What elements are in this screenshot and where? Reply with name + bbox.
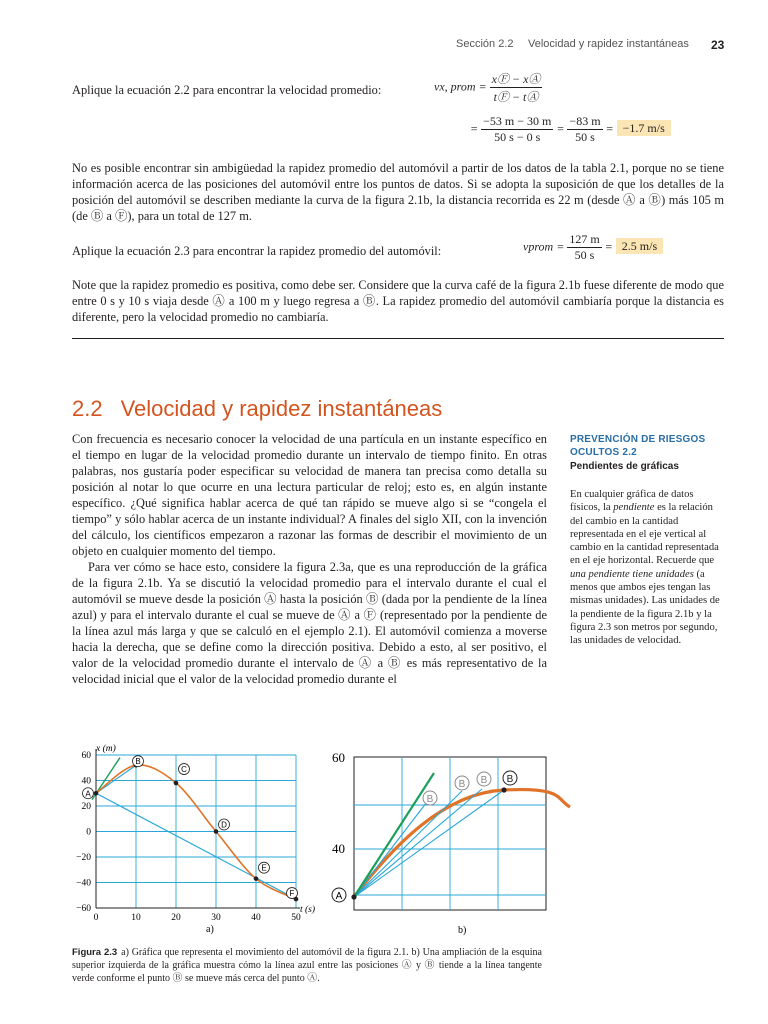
main-paragraph-2: Para ver cómo se hace esto, considere la figura 2.3a, que es una reproducción de la gráfica de la figura 2.1b. Ya se discutió la velocidad promedio para el intervalo durante el cual el automóvil se mueve desde la posición Ⓐ hasta la posición Ⓑ (dada por la pendiente de la línea azul) y para el intervalo durante el cual se mueve de Ⓐ a Ⓕ (representado por la pendiente de la línea azul más larga y que se calculó en el ejemplo 2.1). El automóvil comienza a moverse hacia la derecha, que se define como la dirección positiva. Debido a esto, al ser positivo, el valor de la velocidad promedio durante el intervalo de Ⓐ a Ⓑ es más representativo de la velocidad inicial que el valor de la velocidad promedio durante el bbox=[72, 560, 547, 686]
eq2-fraction bbox=[567, 232, 601, 263]
zoom-point-label-B: B bbox=[480, 775, 488, 786]
point-E bbox=[254, 876, 259, 881]
eq1-frac-num: xⒻ − xⒶ bbox=[491, 72, 541, 86]
eq1-step3-num: −83 m bbox=[569, 114, 601, 128]
main-paragraph-1: Con frecuencia es necesario conocer la velocidad de una partícula en un instante específico en el tiempo en lugar de la velocidad promedio durante un intervalo de tiempo finito. En otras palabras, nos gustaría poder especificar su velocidad de manera tan precisa como detalla su posición al notar lo que ocurre en una lectura particular de reloj; esto es, en algún instante específico. ¿Qué significa hablar acerca de qué tan rápido se mueve algo si se “congela el tiempo” y sólo hablar acerca de un instante individual? A finales del siglo XII, con la invención del cálculo, los científicos empezaron a razonar las formas de describir el movimiento de un objeto en cualquier momento del tiempo. bbox=[72, 432, 547, 558]
sidebar-body bbox=[570, 488, 724, 648]
eq2-line: vprom = $\frac{127 m}{50 s}$ = 2.5 m/s bbox=[523, 232, 663, 263]
y-tick-label: 0 bbox=[86, 827, 91, 838]
figure-b-tick-40: 40 bbox=[332, 841, 345, 856]
eq1-result: −1.7 m/s bbox=[617, 120, 671, 136]
eq1-intro: Aplique la ecuación 2.2 para encontrar la velocidad promedio: bbox=[72, 83, 382, 97]
eq1-step3 bbox=[567, 114, 602, 145]
eq1-step2 bbox=[481, 114, 553, 145]
eq2-result: 2.5 m/s bbox=[616, 238, 663, 254]
figure-b-lines bbox=[354, 773, 570, 897]
y-tick-label: −20 bbox=[76, 853, 91, 863]
paragraph-distance: No es posible encontrar sin ambigüedad la rapidez promedio del automóvil a partir de los datos de la tabla 2.1, porque no se tiene información acerca de las posiciones del automóvil entre los puntos de datos. Si se adopta la suposición de que los detalles de la posición del automóvil se describen mediante la curva de la figura 2.1b, la distancia recorrida es 22 m (desde Ⓐ a Ⓑ) más 105 m (de Ⓑ a Ⓕ), para un total de 127 m. bbox=[72, 161, 724, 223]
zoom-point-label-B: B bbox=[458, 779, 466, 790]
zoom-point-A bbox=[351, 894, 356, 899]
header-section: Sección 2.2 bbox=[456, 38, 514, 50]
secant-line bbox=[354, 790, 504, 897]
sidebar-subtitle: Pendientes de gráficas bbox=[570, 461, 679, 472]
section-heading bbox=[72, 396, 442, 422]
sidebar-pitfall bbox=[570, 433, 720, 472]
x-tick-label: 20 bbox=[171, 913, 181, 923]
figure-b-sublabel: b) bbox=[458, 925, 467, 936]
y-tick-label: −60 bbox=[76, 904, 91, 914]
x-tick-label: 30 bbox=[211, 913, 221, 923]
eq1-line2: = $\frac{-53 m - 30 m}{50 s - 0 s}$ = $\frac{-83 m}{50 s}$ = −1.7 m/s bbox=[470, 114, 671, 145]
y-tick-label: 60 bbox=[81, 751, 91, 761]
x-tick-label: 0 bbox=[93, 913, 99, 923]
point-A bbox=[94, 791, 99, 796]
eq1-step2-den: 50 s − 0 s bbox=[494, 130, 541, 144]
secant-line bbox=[354, 791, 462, 897]
sidebar-text-c: (a menos que ambos ejes tengan las mismas unidades). Las unidades de la pendiente de la figura 2.1b y la figura 2.3 son metros por segundo, las unidades de velocidad. bbox=[570, 568, 720, 647]
main-text bbox=[72, 431, 547, 687]
eq2-lhs: vprom = bbox=[523, 239, 565, 254]
sidebar-text-a: En cualquier gráfica de datos físicos, la bbox=[570, 489, 694, 514]
position-curve bbox=[96, 765, 296, 899]
sidebar-emphasis-1: pendiente bbox=[613, 502, 655, 514]
page-number: 23 bbox=[711, 38, 725, 52]
eq2-den: 50 s bbox=[574, 248, 595, 262]
section-number: 2.2 bbox=[72, 396, 103, 421]
figure-2-3b-chart bbox=[328, 745, 578, 937]
x-tick-label: 50 bbox=[291, 913, 301, 923]
point-label-B: B bbox=[135, 757, 141, 767]
section-title: Velocidad y rapidez instantáneas bbox=[120, 396, 443, 421]
figure-caption bbox=[72, 946, 542, 985]
eq1-line1 bbox=[434, 70, 542, 105]
secant-A-F bbox=[96, 793, 296, 899]
point-label-D: D bbox=[221, 820, 227, 830]
paragraph-note: Note que la rapidez promedio es positiva, como debe ser. Considere que la curva café de la figura 2.1b fuese diferente de modo que entre 0 s y 10 s viaja desde Ⓐ a 100 m y luego regresa a Ⓑ. La rapidez promedio del automóvil cambiaría porque la distancia es diferente, pero la velocidad promedio no cambiaría. bbox=[72, 278, 724, 324]
eq2-num: 127 m bbox=[569, 232, 600, 246]
y-tick-label: 20 bbox=[81, 802, 91, 812]
figure-a-y-label: x (m) bbox=[96, 744, 116, 754]
secant-line bbox=[354, 798, 430, 897]
eq1-fraction bbox=[490, 70, 543, 105]
sidebar-heading-2: OCULTOS 2.2 bbox=[570, 447, 637, 458]
x-tick-label: 40 bbox=[251, 913, 261, 923]
point-D bbox=[214, 829, 219, 834]
point-label-A: A bbox=[85, 789, 91, 799]
figure-a-x-label: t (s) bbox=[300, 905, 316, 915]
zoom-point-label-B: B bbox=[426, 794, 434, 805]
tangent-line bbox=[354, 773, 434, 897]
y-tick-label: −40 bbox=[76, 878, 91, 889]
caption-text: a) Gráfica que representa el movimiento del automóvil de la figura 2.1. b) Una ampliación de la esquina superior izquierda de la gráfica muestra cómo la línea azul entre las posiciones Ⓐ y Ⓑ tiende a la línea tangente verde conforme el punto Ⓑ se mueve más cerca del punto Ⓐ. bbox=[72, 947, 542, 984]
eq1-frac-den: tⒻ − tⒶ bbox=[493, 90, 539, 104]
figure-b-tick-60: 60 bbox=[332, 750, 345, 765]
zoom-point-label-A: A bbox=[335, 891, 343, 902]
zoom-point-B bbox=[501, 787, 506, 792]
running-header bbox=[0, 38, 768, 54]
sidebar-heading-1: PREVENCIÓN DE RIESGOS bbox=[570, 434, 706, 445]
figure-2-3a-chart bbox=[60, 740, 316, 940]
sidebar-emphasis-2: una pendiente tiene unidades bbox=[570, 568, 694, 580]
header-title: Velocidad y rapidez instantáneas bbox=[528, 38, 689, 50]
figure-a-ticks bbox=[76, 751, 301, 923]
eq1-step2-num: −53 m − 30 m bbox=[483, 114, 552, 128]
y-tick-label: 40 bbox=[81, 776, 91, 787]
section-divider bbox=[72, 338, 724, 339]
eq2-intro: Aplique la ecuación 2.3 para encontrar la rapidez promedio del automóvil: bbox=[72, 244, 442, 258]
point-label-C: C bbox=[181, 765, 187, 775]
point-label-F: F bbox=[289, 889, 295, 899]
x-tick-label: 10 bbox=[131, 913, 141, 923]
point-label-E: E bbox=[261, 863, 267, 873]
zoom-point-label-B: B bbox=[506, 774, 514, 785]
eq1-lhs: vx, prom = bbox=[434, 79, 487, 94]
sidebar-text-b: es la relación del cambio en la cantidad representada en el eje vertical al cambio en la cantidad representada en el eje horizontal. Recuerde que bbox=[570, 502, 719, 567]
figure-a-grid bbox=[96, 749, 300, 908]
figure-a-lines bbox=[92, 758, 296, 900]
eq1-step3-den: 50 s bbox=[575, 130, 595, 144]
caption-label: Figura 2.3 bbox=[72, 947, 118, 958]
point-C bbox=[174, 781, 179, 786]
figure-a-sublabel: a) bbox=[206, 924, 214, 935]
